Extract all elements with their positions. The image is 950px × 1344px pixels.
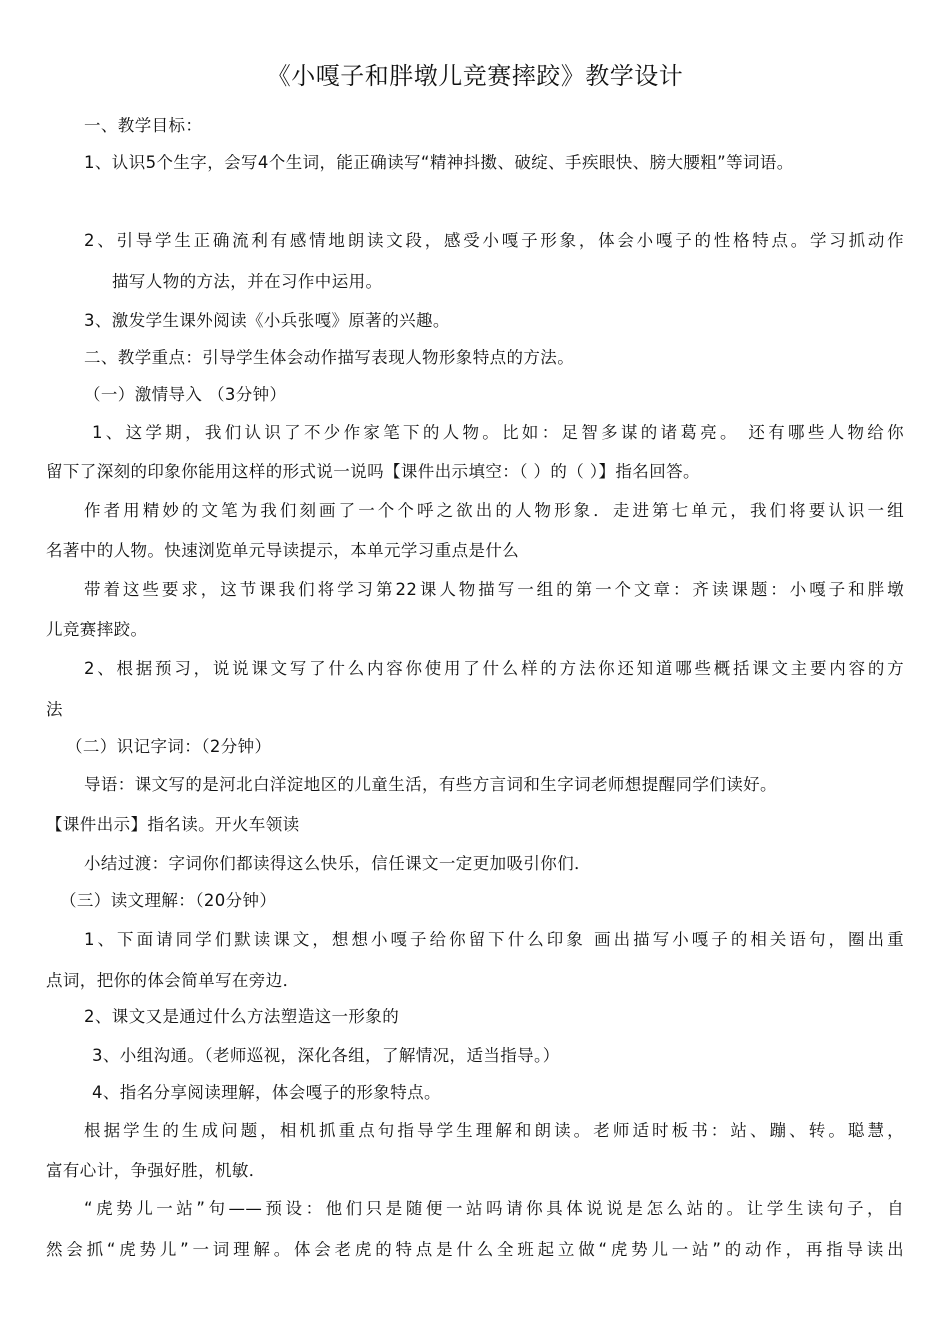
paragraph-line: 留下了深刻的印象你能用这样的形式说一说吗【课件出示填空：（ ）的（ ）】指名回答。 (46, 462, 700, 481)
paragraph-line: 4、指名分享阅读理解，体会嘎子的形象特点。 (92, 1083, 441, 1102)
paragraph-line: 根据学生的生成问题，相机抓重点句指导学生理解和朗读。老师适时板书：站、蹦、转。聪慧， (84, 1121, 904, 1140)
paragraph-line: 2、引导学生正确流利有感情地朗读文段，感受小嘎子形象，体会小嘎子的性格特点。学习抓动作 (84, 231, 904, 250)
subsection-heading: （三）读文理解：（20分钟） (60, 891, 277, 910)
subsection-heading: （一）激情导入 （3分钟） (84, 385, 287, 404)
paragraph-line: 2、根据预习，说说课文写了什么内容你使用了什么样的方法你还知道哪些概括课文主要内容的方 (84, 659, 904, 678)
paragraph-line: 小结过渡：字词你们都读得这么快乐，信任课文一定更加吸引你们． (84, 854, 591, 873)
paragraph-line: 富有心计，争强好胜，机敏． (46, 1161, 266, 1180)
paragraph-line: 点词，把你的体会简单写在旁边． (46, 971, 300, 990)
page-title: 《小嘎子和胖墩儿竞赛摔跤》教学设计 (266, 62, 684, 90)
paragraph-line: 1、下面请同学们默读课文，想想小嘎子给你留下什么印象 画出描写小嘎子的相关语句，圈出重 (84, 930, 904, 949)
paragraph-line: 3、小组沟通。（老师巡视，深化各组，了解情况，适当指导。） (92, 1046, 560, 1065)
paragraph-line: 儿竞赛摔跤。 (46, 620, 148, 639)
paragraph-line: 1、认识5个生字，会写4个生词，能正确读写“精神抖擞、破绽、手疾眼快、膀大腰粗”等词语。 (84, 153, 794, 172)
section-heading-objectives: 一、教学目标： (84, 116, 203, 135)
section-heading-focus: 二、教学重点：引导学生体会动作描写表现人物形象特点的方法。 (84, 348, 575, 367)
paragraph-line: 2、课文又是通过什么方法塑造这一形象的 (84, 1007, 400, 1026)
paragraph-line: 3、激发学生课外阅读《小兵张嘎》原著的兴趣。 (84, 311, 450, 330)
paragraph-line: 带着这些要求，这节课我们将学习第22课人物描写一组的第一个文章：齐读课题：小嘎子和胖墩 (84, 580, 904, 599)
paragraph-line: “虎势儿一站”句——预设：他们只是随便一站吗请你具体说说是怎么站的。让学生读句子，自 (84, 1199, 904, 1218)
paragraph-line: 描写人物的方法，并在习作中运用。 (112, 272, 383, 291)
paragraph-line: 【课件出示】指名读。开火车领读 (46, 815, 300, 834)
subsection-heading: （二）识记字词：（2分钟） (66, 737, 272, 756)
paragraph-line: 作者用精妙的文笔为我们刻画了一个个呼之欲出的人物形象．走进第七单元，我们将要认识一组 (84, 501, 904, 520)
paragraph-line: 导语：课文写的是河北白洋淀地区的儿童生活，有些方言词和生字词老师想提醒同学们读好。 (84, 775, 777, 794)
paragraph-line: 名著中的人物。快速浏览单元导读提示，本单元学习重点是什么 (46, 541, 520, 560)
paragraph-line: 法 (46, 700, 63, 719)
paragraph-line: 然会抓“虎势儿”一词理解。体会老虎的特点是什么全班起立做“虎势儿一站”的动作，再指导读出 (46, 1240, 904, 1259)
paragraph-line: 1、这学期，我们认识了不少作家笔下的人物。比如：足智多谋的诸葛亮。 还有哪些人物给你 (92, 423, 904, 442)
